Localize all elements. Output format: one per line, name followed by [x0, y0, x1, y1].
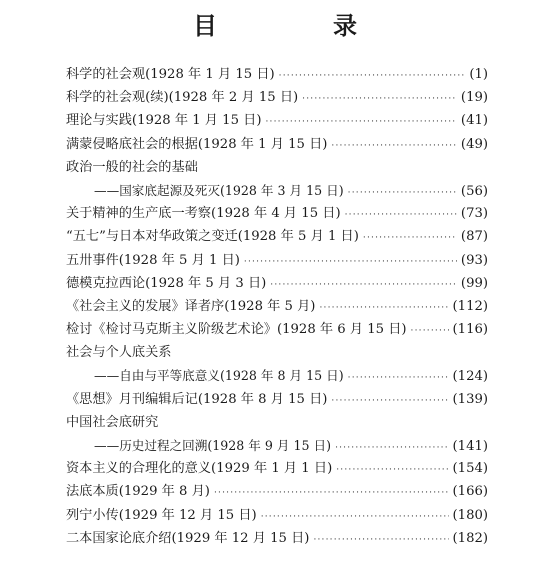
dot-leader	[331, 135, 457, 158]
toc-entry-page: (182)	[452, 530, 488, 546]
toc-entry[interactable]	[66, 295, 488, 318]
dot-leader	[345, 204, 457, 227]
toc-entry-text: 二本国家论底介绍(1929 年 12 月 15 日)	[66, 530, 310, 546]
dot-leader	[331, 390, 448, 413]
toc-entry-text: 关于精神的生产底一考察(1928 年 4 月 15 日)	[66, 206, 341, 222]
toc-entry[interactable]	[66, 318, 488, 341]
dot-leader	[319, 297, 448, 320]
toc-entry[interactable]	[66, 457, 488, 480]
dot-leader	[270, 274, 457, 297]
dot-leader	[336, 459, 448, 482]
toc-entry-text: 《社会主义的发展》译者序(1928 年 5 月)	[66, 298, 316, 314]
toc-list	[66, 63, 488, 550]
toc-entry[interactable]	[66, 179, 488, 202]
toc-entry-page: (124)	[452, 369, 488, 385]
toc-entry[interactable]	[66, 86, 488, 109]
toc-entry-text: 德模克拉西论(1928 年 5 月 3 日)	[66, 275, 267, 291]
toc-entry-page: (49)	[460, 136, 488, 152]
toc-entry-page: (112)	[452, 298, 488, 314]
toc-entry-text: 理论与实践(1928 年 1 月 15 日)	[66, 113, 262, 129]
toc-entry-page: (56)	[460, 183, 488, 199]
toc-entry-text: 法底本质(1929 年 8 月)	[66, 484, 210, 500]
toc-entry[interactable]	[66, 109, 488, 132]
toc-entry-page: (93)	[460, 252, 488, 268]
toc-entry-page: (73)	[460, 206, 488, 222]
toc-entry[interactable]	[66, 504, 488, 527]
dot-leader	[214, 482, 449, 505]
dot-leader	[265, 111, 456, 134]
toc-entry-page: (139)	[452, 391, 488, 407]
toc-entry-page: (99)	[460, 275, 488, 291]
toc-entry[interactable]	[66, 527, 488, 550]
toc-entry-heading	[66, 156, 488, 179]
dot-leader	[244, 251, 457, 274]
dot-leader	[279, 65, 466, 88]
toc-entry-page: (19)	[460, 90, 488, 106]
page-title: 目 录	[193, 11, 403, 40]
toc-entry[interactable]	[66, 272, 488, 295]
toc-entry-text: 《思想》月刊编辑后记(1928 年 8 月 15 日)	[66, 391, 328, 407]
toc-entry-text: 政治一般的社会的基础	[66, 159, 198, 175]
toc-entry-text: 科学的社会观(续)(1928 年 2 月 15 日)	[66, 90, 299, 106]
dot-leader	[302, 88, 457, 111]
toc-entry-text: 列宁小传(1929 年 12 月 15 日)	[66, 507, 257, 523]
toc-entry-text: ——国家底起源及死灭(1928 年 3 月 15 日)	[94, 182, 344, 198]
toc-entry-text: ——历史过程之回溯(1928 年 9 月 15 日)	[94, 438, 332, 453]
dot-leader	[313, 529, 448, 552]
toc-entry-heading	[66, 341, 488, 364]
toc-entry-page: (116)	[452, 322, 488, 338]
dot-leader	[348, 182, 457, 205]
toc-entry-text: 资本主义的合理化的意义(1929 年 1 月 1 日)	[66, 461, 333, 477]
toc-entry[interactable]	[66, 249, 488, 272]
toc-entry-page: (141)	[452, 439, 488, 454]
toc-entry-text: 满蒙侵略底社会的根据(1928 年 1 月 15 日)	[66, 136, 328, 152]
toc-entry-text: 中国社会底研究	[66, 414, 159, 430]
toc-entry[interactable]	[66, 480, 488, 503]
toc-entry-page: (180)	[452, 507, 488, 523]
toc-entry[interactable]	[66, 225, 488, 248]
dot-leader	[335, 437, 448, 460]
toc-entry-page: (87)	[460, 229, 488, 245]
toc-entry-page: (41)	[460, 113, 488, 129]
toc-entry-page: (166)	[452, 484, 488, 500]
dot-leader	[411, 320, 449, 343]
toc-entry-heading	[66, 411, 488, 434]
toc-entry-text: “五七”与日本对华政策之变迁(1928 年 5 月 1 日)	[66, 229, 359, 245]
toc-entry[interactable]	[66, 364, 488, 387]
toc-entry-text: ——自由与平等底意义(1928 年 8 月 15 日)	[94, 368, 344, 384]
toc-entry[interactable]	[66, 63, 488, 86]
toc-entry-text: 检讨《检讨马克斯主义阶级艺术论》(1928 年 6 月 15 日)	[66, 322, 407, 338]
toc-entry[interactable]	[66, 133, 488, 156]
toc-entry-page: (154)	[452, 461, 488, 477]
dot-leader	[261, 506, 449, 529]
toc-entry-text: 五卅事件(1928 年 5 月 1 日)	[66, 252, 240, 268]
toc-entry[interactable]	[66, 434, 488, 457]
toc-entry-page: (1)	[469, 67, 488, 82]
toc-entry-text: 科学的社会观(1928 年 1 月 15 日)	[66, 67, 275, 82]
dot-leader	[363, 227, 457, 250]
toc-entry[interactable]	[66, 388, 488, 411]
toc-entry-text: 社会与个人底关系	[66, 345, 172, 361]
dot-leader	[348, 367, 449, 390]
toc-entry[interactable]	[66, 202, 488, 225]
